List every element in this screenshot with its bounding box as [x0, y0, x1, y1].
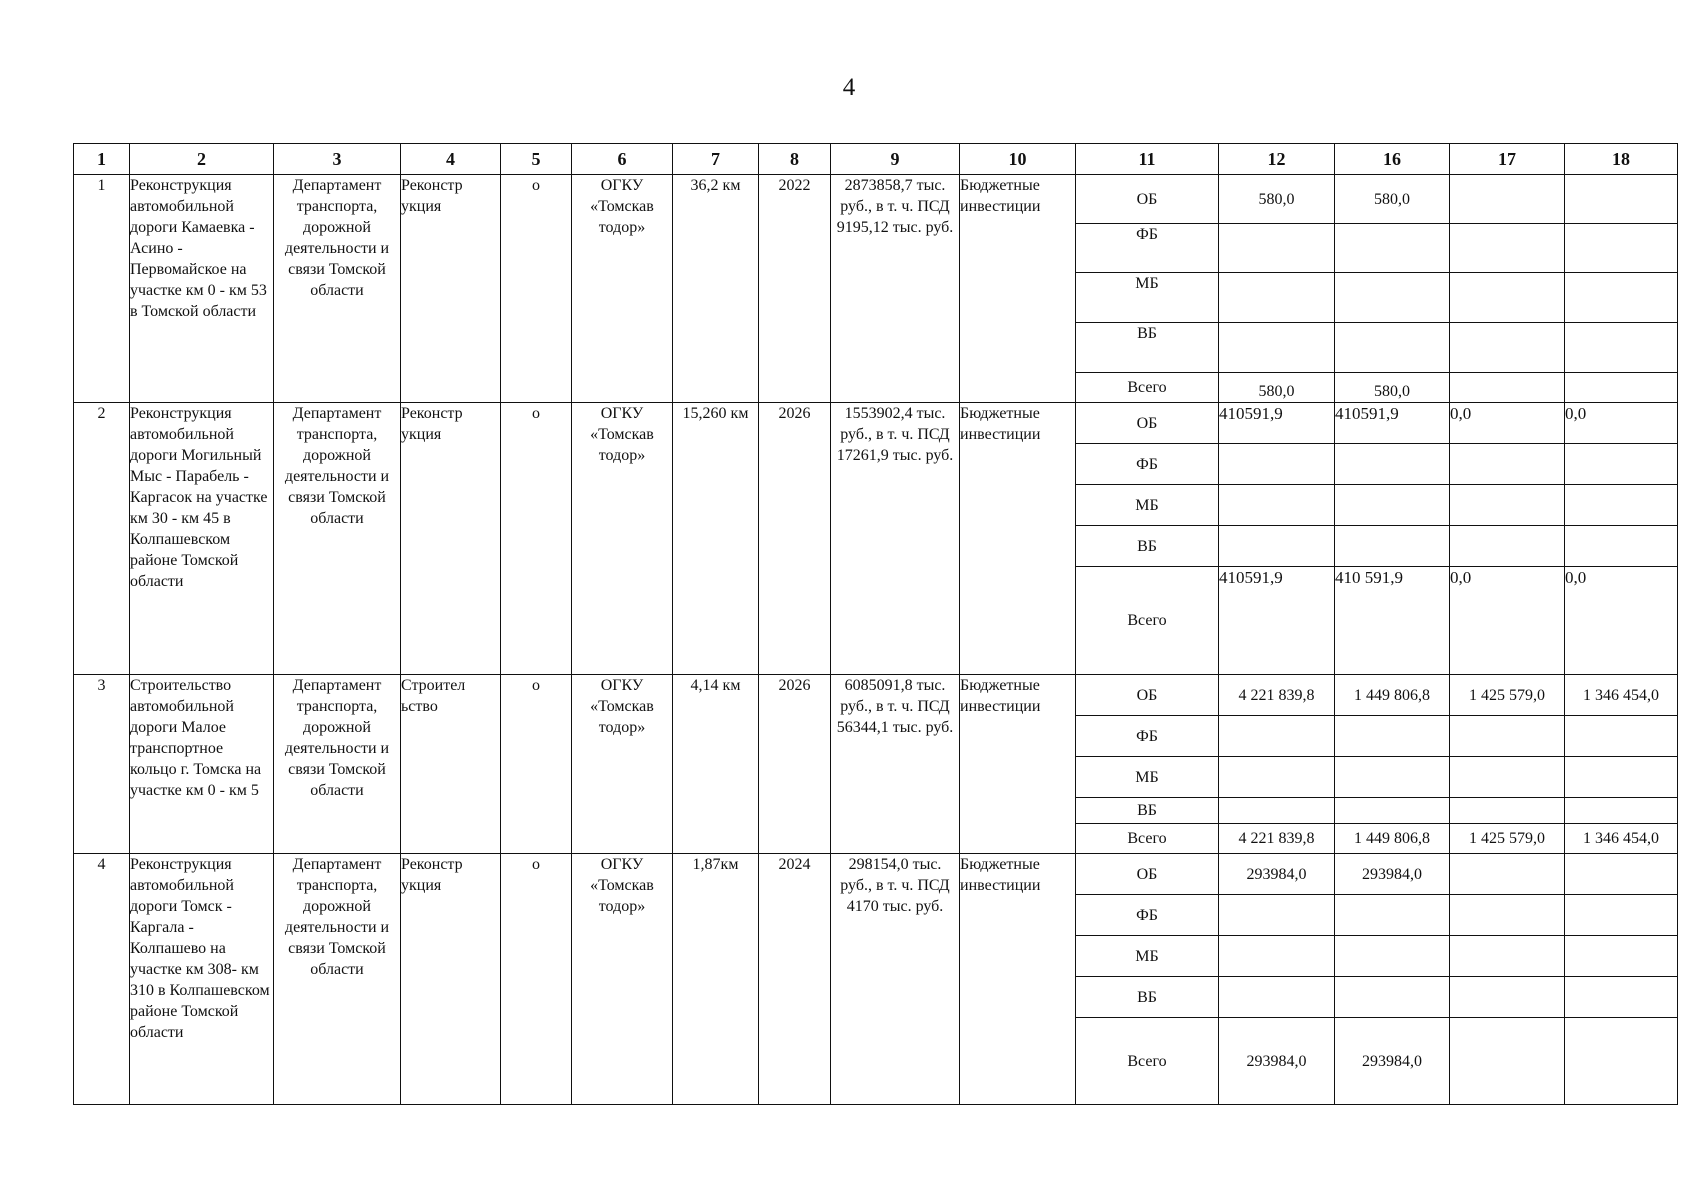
- funding-value: 1 449 806,8: [1335, 675, 1450, 716]
- investment-table: [73, 143, 1678, 1105]
- header-row: [74, 144, 1678, 175]
- row-number: 1: [74, 175, 130, 403]
- column-header: 12: [1219, 144, 1335, 175]
- row-number: 4: [74, 854, 130, 1105]
- funding-value: [1450, 895, 1565, 936]
- funding-value: [1335, 273, 1450, 323]
- funding-value: [1565, 757, 1678, 798]
- row-number: 3: [74, 675, 130, 854]
- cost: 298154,0 тыс. руб., в т. ч. ПСД 4170 тыс. руб.: [831, 854, 960, 1105]
- funding-source: ОБ: [1076, 675, 1219, 716]
- investment-type: Бюджетные инвестиции: [960, 854, 1076, 1105]
- customer: ОГКУ «Томскав тодор»: [572, 403, 673, 675]
- column-header: 2: [130, 144, 274, 175]
- funding-source: ОБ: [1076, 175, 1219, 224]
- funding-source: Всего: [1076, 373, 1219, 403]
- funding-value: [1450, 444, 1565, 485]
- funding-value: 4 221 839,8: [1219, 824, 1335, 854]
- funding-value: [1335, 895, 1450, 936]
- column-5-value: о: [501, 854, 572, 1105]
- funding-source: МБ: [1076, 485, 1219, 526]
- funding-value: [1565, 273, 1678, 323]
- customer: ОГКУ «Томскав тодор»: [572, 854, 673, 1105]
- funding-value: 1 346 454,0: [1565, 824, 1678, 854]
- funding-value: [1335, 757, 1450, 798]
- funding-value: [1335, 977, 1450, 1018]
- funding-value: [1219, 273, 1335, 323]
- page-number: 4: [842, 74, 856, 101]
- funding-source: МБ: [1076, 273, 1219, 323]
- funding-value: [1450, 854, 1565, 895]
- department: Департамент транспорта, дорожной деятельности и связи Томской области: [274, 403, 401, 675]
- funding-source: Всего: [1076, 1018, 1219, 1105]
- funding-value: [1450, 485, 1565, 526]
- funding-value: 1 346 454,0: [1565, 675, 1678, 716]
- funding-value: [1450, 1018, 1565, 1105]
- funding-value: [1219, 977, 1335, 1018]
- funding-value: [1335, 444, 1450, 485]
- table-row: [74, 403, 1678, 444]
- investment-type: Бюджетные инвестиции: [960, 403, 1076, 675]
- length: 36,2 км: [673, 175, 759, 403]
- funding-source: ВБ: [1076, 798, 1219, 824]
- funding-source: МБ: [1076, 936, 1219, 977]
- department: Департамент транспорта, дорожной деятельности и связи Томской области: [274, 854, 401, 1105]
- column-header: 9: [831, 144, 960, 175]
- funding-value: [1335, 224, 1450, 273]
- funding-value: [1219, 323, 1335, 373]
- funding-value: 580,0: [1219, 175, 1335, 224]
- funding-value: [1219, 224, 1335, 273]
- funding-value: 0,0: [1450, 403, 1565, 444]
- investment-type: Бюджетные инвестиции: [960, 675, 1076, 854]
- row-number: 2: [74, 403, 130, 675]
- funding-value: [1335, 716, 1450, 757]
- department: Департамент транспорта, дорожной деятельности и связи Томской области: [274, 175, 401, 403]
- funding-value: [1219, 485, 1335, 526]
- year: 2026: [759, 403, 831, 675]
- funding-value: [1450, 716, 1565, 757]
- length: 4,14 км: [673, 675, 759, 854]
- length: 15,260 км: [673, 403, 759, 675]
- funding-value: [1219, 526, 1335, 567]
- column-5-value: о: [501, 175, 572, 403]
- funding-value: 1 425 579,0: [1450, 824, 1565, 854]
- column-header: 6: [572, 144, 673, 175]
- funding-value: [1565, 936, 1678, 977]
- funding-value: [1335, 485, 1450, 526]
- column-header: 11: [1076, 144, 1219, 175]
- funding-value: [1219, 936, 1335, 977]
- column-header: 1: [74, 144, 130, 175]
- funding-source: Всего: [1076, 824, 1219, 854]
- work-type: Реконстр укция: [401, 854, 501, 1105]
- funding-value: [1565, 323, 1678, 373]
- column-header: 8: [759, 144, 831, 175]
- funding-value: [1450, 273, 1565, 323]
- funding-value: [1450, 757, 1565, 798]
- customer: ОГКУ «Томскав тодор»: [572, 675, 673, 854]
- funding-source: ФБ: [1076, 895, 1219, 936]
- column-header: 5: [501, 144, 572, 175]
- funding-source: ВБ: [1076, 323, 1219, 373]
- funding-value: 1 425 579,0: [1450, 675, 1565, 716]
- funding-value: 410 591,9: [1335, 567, 1450, 675]
- object-name: Реконструкция автомобильной дороги Камаевка - Асино - Первомайское на участке км 0 - км 53 в Томской области: [130, 175, 274, 403]
- funding-value: [1565, 175, 1678, 224]
- funding-value: [1450, 936, 1565, 977]
- column-header: 3: [274, 144, 401, 175]
- funding-source: ФБ: [1076, 716, 1219, 757]
- funding-value: [1565, 716, 1678, 757]
- funding-value: [1219, 895, 1335, 936]
- funding-value: 580,0: [1219, 373, 1335, 403]
- funding-source: ВБ: [1076, 526, 1219, 567]
- cost: 2873858,7 тыс. руб., в т. ч. ПСД 9195,12 тыс. руб.: [831, 175, 960, 403]
- funding-source: ОБ: [1076, 854, 1219, 895]
- funding-value: [1565, 485, 1678, 526]
- funding-value: 580,0: [1335, 175, 1450, 224]
- funding-value: [1450, 373, 1565, 403]
- column-header: 16: [1335, 144, 1450, 175]
- funding-value: [1335, 323, 1450, 373]
- funding-value: 293984,0: [1219, 854, 1335, 895]
- funding-value: [1450, 224, 1565, 273]
- table-row: [74, 175, 1678, 224]
- column-header: 4: [401, 144, 501, 175]
- funding-value: [1565, 854, 1678, 895]
- funding-value: 1 449 806,8: [1335, 824, 1450, 854]
- funding-value: [1219, 716, 1335, 757]
- funding-value: 0,0: [1450, 567, 1565, 675]
- funding-value: [1565, 526, 1678, 567]
- funding-value: [1219, 757, 1335, 798]
- cost: 6085091,8 тыс. руб., в т. ч. ПСД 56344,1 тыс. руб.: [831, 675, 960, 854]
- year: 2024: [759, 854, 831, 1105]
- funding-value: 410591,9: [1219, 567, 1335, 675]
- funding-value: [1219, 444, 1335, 485]
- funding-source: ФБ: [1076, 224, 1219, 273]
- funding-value: [1450, 323, 1565, 373]
- year: 2022: [759, 175, 831, 403]
- year: 2026: [759, 675, 831, 854]
- funding-source: МБ: [1076, 757, 1219, 798]
- funding-value: 0,0: [1565, 403, 1678, 444]
- funding-value: 293984,0: [1335, 1018, 1450, 1105]
- funding-value: [1450, 977, 1565, 1018]
- funding-value: [1565, 895, 1678, 936]
- funding-value: [1565, 444, 1678, 485]
- funding-value: 410591,9: [1219, 403, 1335, 444]
- column-5-value: о: [501, 403, 572, 675]
- column-header: 10: [960, 144, 1076, 175]
- funding-value: [1450, 526, 1565, 567]
- funding-source: Всего: [1076, 567, 1219, 675]
- funding-value: [1335, 936, 1450, 977]
- funding-source: ФБ: [1076, 444, 1219, 485]
- table-row: [74, 854, 1678, 895]
- customer: ОГКУ «Томскав тодор»: [572, 175, 673, 403]
- funding-value: 410591,9: [1335, 403, 1450, 444]
- work-type: Реконстр укция: [401, 175, 501, 403]
- funding-value: 4 221 839,8: [1219, 675, 1335, 716]
- column-5-value: о: [501, 675, 572, 854]
- object-name: Реконструкция автомобильной дороги Могильный Мыс - Парабель - Каргасок на участке км 30 - км 45 в Колпашевском районе Томской области: [130, 403, 274, 675]
- column-header: 17: [1450, 144, 1565, 175]
- funding-source: ВБ: [1076, 977, 1219, 1018]
- length: 1,87км: [673, 854, 759, 1105]
- funding-value: [1335, 526, 1450, 567]
- work-type: Реконстр укция: [401, 403, 501, 675]
- column-header: 7: [673, 144, 759, 175]
- funding-value: [1565, 373, 1678, 403]
- funding-value: 293984,0: [1335, 854, 1450, 895]
- funding-value: 0,0: [1565, 567, 1678, 675]
- funding-source: ОБ: [1076, 403, 1219, 444]
- funding-value: [1219, 798, 1335, 824]
- department: Департамент транспорта, дорожной деятельности и связи Томской области: [274, 675, 401, 854]
- funding-value: [1450, 798, 1565, 824]
- column-header: 18: [1565, 144, 1678, 175]
- cost: 1553902,4 тыс. руб., в т. ч. ПСД 17261,9 тыс. руб.: [831, 403, 960, 675]
- investment-type: Бюджетные инвестиции: [960, 175, 1076, 403]
- funding-value: [1450, 175, 1565, 224]
- funding-value: [1565, 798, 1678, 824]
- funding-value: [1565, 1018, 1678, 1105]
- object-name: Строительство автомобильной дороги Малое транспортное кольцо г. Томска на участке км 0 - км 5: [130, 675, 274, 854]
- funding-value: 580,0: [1335, 373, 1450, 403]
- table-row: [74, 675, 1678, 716]
- funding-value: 293984,0: [1219, 1018, 1335, 1105]
- funding-value: [1335, 798, 1450, 824]
- work-type: Строител ьство: [401, 675, 501, 854]
- funding-value: [1565, 224, 1678, 273]
- funding-value: [1565, 977, 1678, 1018]
- object-name: Реконструкция автомобильной дороги Томск - Каргала - Колпашево на участке км 308- км 310 в Колпашевском районе Томской области: [130, 854, 274, 1105]
